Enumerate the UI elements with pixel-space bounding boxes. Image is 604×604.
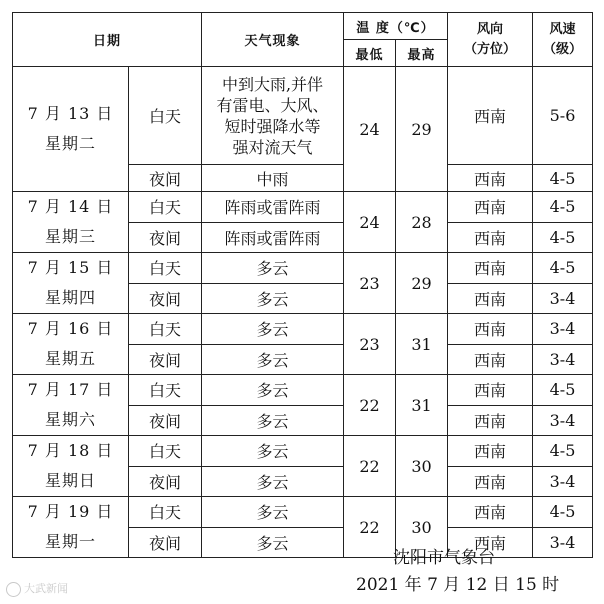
date-text: 7 月 15 日	[27, 258, 114, 277]
weather-cell: 多云	[202, 283, 344, 314]
wind-speed-cell: 4-5	[533, 192, 593, 223]
weather-cell: 阵雨或雷阵雨	[202, 192, 344, 223]
period-cell: 夜间	[129, 222, 202, 253]
wind-direction-cell: 西南	[448, 314, 533, 345]
header-weather: 天气现象	[202, 13, 344, 67]
wind-direction-cell: 西南	[448, 253, 533, 284]
weather-cell: 阵雨或雷阵雨	[202, 222, 344, 253]
weather-line: 中到大雨,并伴	[221, 74, 324, 94]
period-cell: 白天	[129, 436, 202, 467]
temp-low-cell: 24	[344, 192, 396, 253]
temp-low-cell: 24	[344, 67, 396, 192]
period-cell: 夜间	[129, 405, 202, 436]
weather-cell: 多云	[202, 436, 344, 467]
table-row	[13, 497, 593, 528]
header-temp-low: 最低	[344, 40, 396, 67]
date-cell	[13, 314, 129, 375]
temp-high-cell: 29	[396, 253, 448, 314]
wind-speed-cell: 4-5	[533, 497, 593, 528]
period-cell: 夜间	[129, 466, 202, 497]
date-text: 7 月 16 日	[27, 319, 114, 338]
period-cell: 夜间	[129, 527, 202, 558]
table-row	[13, 253, 593, 284]
header-date: 日期	[13, 13, 202, 67]
period-cell: 白天	[129, 497, 202, 528]
wind-speed-cell: 4-5	[533, 436, 593, 467]
date-text: 7 月 13 日	[27, 104, 114, 123]
header-temp-high: 最高	[396, 40, 448, 67]
temp-high-cell: 28	[396, 192, 448, 253]
wind-direction-cell: 西南	[448, 466, 533, 497]
weather-cell: 多云	[202, 497, 344, 528]
date-cell	[13, 497, 129, 558]
date-text: 7 月 19 日	[27, 502, 114, 521]
wind-speed-cell: 3-4	[533, 314, 593, 345]
weekday-text: 星期二	[44, 134, 96, 153]
issuer-text: 沈阳市气象台	[393, 548, 495, 568]
temp-low-cell: 22	[344, 375, 396, 436]
watermark	[6, 580, 68, 597]
date-cell	[13, 67, 129, 192]
weather-cell: 多云	[202, 314, 344, 345]
date-cell	[13, 375, 129, 436]
weather-cell	[202, 67, 344, 165]
weekday-text: 星期四	[44, 288, 96, 307]
wind-direction-cell: 西南	[448, 283, 533, 314]
period-cell: 夜间	[129, 165, 202, 192]
period-cell: 夜间	[129, 283, 202, 314]
date-cell	[13, 436, 129, 497]
wind-speed-cell: 3-4	[533, 344, 593, 375]
weather-cell: 多云	[202, 405, 344, 436]
date-text: 7 月 14 日	[27, 197, 114, 216]
wind-direction-cell: 西南	[448, 527, 533, 558]
forecast-table	[12, 12, 593, 558]
temp-high-cell: 31	[396, 314, 448, 375]
wind-speed-cell: 3-4	[533, 283, 593, 314]
wind-speed-cell: 3-4	[533, 466, 593, 497]
temp-high-cell: 30	[396, 497, 448, 558]
temp-low-cell: 23	[344, 253, 396, 314]
table-row	[13, 67, 593, 165]
weekday-text: 星期五	[44, 349, 96, 368]
header-wind-direction-unit: （方位）	[464, 41, 517, 57]
weather-cell: 多云	[202, 344, 344, 375]
wind-direction-cell: 西南	[448, 344, 533, 375]
wind-speed-cell: 4-5	[533, 253, 593, 284]
issued-time-text: 2021 年 7 月 12 日 15 时	[356, 575, 560, 595]
temp-high-cell: 29	[396, 67, 448, 192]
wind-direction-cell: 西南	[448, 165, 533, 192]
weekday-text: 星期三	[44, 227, 96, 246]
wind-speed-cell: 4-5	[533, 165, 593, 192]
wind-speed-cell: 3-4	[533, 405, 593, 436]
period-cell: 白天	[129, 375, 202, 406]
period-cell: 白天	[129, 67, 202, 165]
header-wind-direction-label: 风向	[477, 21, 504, 37]
wind-speed-cell: 4-5	[533, 375, 593, 406]
weekday-text: 星期一	[44, 532, 96, 551]
wind-speed-cell: 3-4	[533, 527, 593, 558]
temp-low-cell: 23	[344, 314, 396, 375]
weather-cell: 多云	[202, 253, 344, 284]
weekday-text: 星期六	[44, 410, 96, 429]
wind-direction-cell: 西南	[448, 192, 533, 223]
temp-low-cell: 22	[344, 497, 396, 558]
weekday-text: 星期日	[44, 471, 96, 490]
table-row	[13, 375, 593, 406]
watermark-text: 大武新闻	[24, 582, 68, 595]
weather-cell: 多云	[202, 527, 344, 558]
header-wind-direction	[448, 13, 533, 67]
table-row	[13, 192, 593, 223]
temp-low-cell: 22	[344, 436, 396, 497]
period-cell: 夜间	[129, 344, 202, 375]
period-cell: 白天	[129, 314, 202, 345]
table-row	[13, 314, 593, 345]
wind-direction-cell: 西南	[448, 405, 533, 436]
wind-speed-cell: 4-5	[533, 222, 593, 253]
wind-speed-cell: 5-6	[533, 67, 593, 165]
weather-line: 短时强降水等	[224, 116, 321, 136]
wind-direction-cell: 西南	[448, 375, 533, 406]
header-wind-speed-unit: （级）	[543, 41, 583, 57]
temp-high-cell: 31	[396, 375, 448, 436]
weather-line: 强对流天气	[232, 137, 313, 157]
wind-direction-cell: 西南	[448, 436, 533, 467]
header-wind-speed-label: 风速	[549, 21, 576, 37]
date-cell	[13, 253, 129, 314]
date-text: 7 月 18 日	[27, 441, 114, 460]
weather-cell: 多云	[202, 375, 344, 406]
weather-cell: 多云	[202, 466, 344, 497]
header-wind-speed	[533, 13, 593, 67]
date-text: 7 月 17 日	[27, 380, 114, 399]
date-cell	[13, 192, 129, 253]
header-temperature: 温 度（℃）	[344, 13, 448, 40]
wind-direction-cell: 西南	[448, 222, 533, 253]
temp-high-cell: 30	[396, 436, 448, 497]
wind-direction-cell: 西南	[448, 497, 533, 528]
table-row	[13, 436, 593, 467]
period-cell: 白天	[129, 192, 202, 223]
watermark-logo-icon	[6, 582, 21, 597]
period-cell: 白天	[129, 253, 202, 284]
weather-cell: 中雨	[202, 165, 344, 192]
wind-direction-cell: 西南	[448, 67, 533, 165]
weather-line: 有雷电、大风、	[216, 95, 329, 115]
